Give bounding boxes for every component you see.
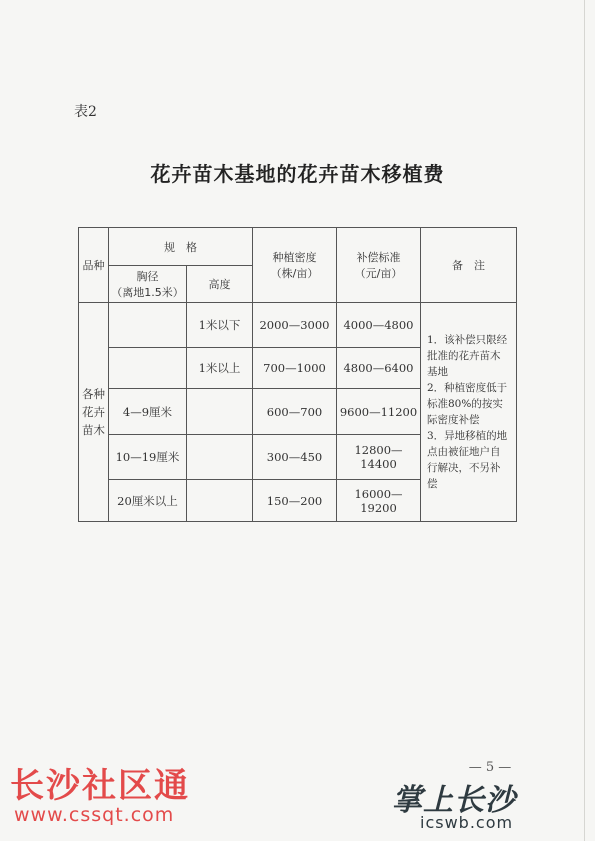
- header-density-unit: （株/亩）: [270, 267, 319, 280]
- header-dbh: [109, 266, 187, 303]
- watermark-right-logo: 掌上长沙: [392, 783, 516, 818]
- header-dbh-label: 胸径: [136, 270, 159, 283]
- note-item: 2．种植密度低于标准80%的按实际密度补偿: [427, 382, 508, 426]
- height-cell: 1米以上: [187, 348, 253, 389]
- header-height: 高度: [187, 266, 253, 303]
- standard-cell: 9600—11200: [337, 389, 421, 435]
- notes-cell: [421, 303, 517, 522]
- kind-line: 苗木: [82, 423, 105, 437]
- standard-cell: 4800—6400: [337, 348, 421, 389]
- height-cell: 1米以下: [187, 303, 253, 348]
- fee-table: [78, 227, 517, 522]
- header-standard-label: 补偿标准: [356, 251, 401, 264]
- watermark-right-url: icswb.com: [420, 813, 514, 832]
- page-edge-line: [584, 0, 585, 841]
- height-cell: [187, 480, 253, 522]
- height-cell: [187, 435, 253, 480]
- document-title: 花卉苗木基地的花卉苗木移植费: [150, 162, 445, 186]
- table-label: 表2: [74, 104, 97, 120]
- table-row: [79, 303, 517, 348]
- density-cell: 700—1000: [253, 348, 337, 389]
- density-cell: 600—700: [253, 389, 337, 435]
- dbh-cell: [109, 348, 187, 389]
- dbh-cell: 4—9厘米: [109, 389, 187, 435]
- density-cell: 2000—3000: [253, 303, 337, 348]
- height-cell: [187, 389, 253, 435]
- header-density-label: 种植密度: [272, 251, 317, 264]
- note-item: 3．异地移植的地点由被征地户自行解决，不另补偿: [427, 430, 508, 490]
- standard-cell: 16000—19200: [337, 480, 421, 522]
- header-dbh-note: （离地1.5米）: [111, 286, 184, 299]
- header-spec: 规 格: [109, 228, 253, 266]
- kind-line: 花卉: [82, 405, 105, 419]
- standard-cell: 12800—14400: [337, 435, 421, 480]
- page-number: — 5 —: [468, 760, 512, 775]
- dbh-cell: [109, 303, 187, 348]
- standard-cell: 4000—4800: [337, 303, 421, 348]
- header-standard-unit: （元/亩）: [354, 267, 403, 280]
- header-density: [253, 228, 337, 303]
- density-cell: 300—450: [253, 435, 337, 480]
- density-cell: 150—200: [253, 480, 337, 522]
- watermark-left-logo: 长沙社区通: [10, 766, 190, 806]
- kind-line: 各种: [82, 387, 105, 401]
- header-remark: 备 注: [421, 228, 517, 303]
- note-item: 1．该补偿只限经批准的花卉苗木基地: [427, 334, 508, 378]
- dbh-cell: 10—19厘米: [109, 435, 187, 480]
- header-kind: 品种: [79, 228, 109, 303]
- kind-cell: [79, 303, 109, 522]
- header-standard: [337, 228, 421, 303]
- watermark-left-url: www.cssqt.com: [14, 804, 175, 826]
- dbh-cell: 20厘米以上: [109, 480, 187, 522]
- header-row: [79, 228, 517, 266]
